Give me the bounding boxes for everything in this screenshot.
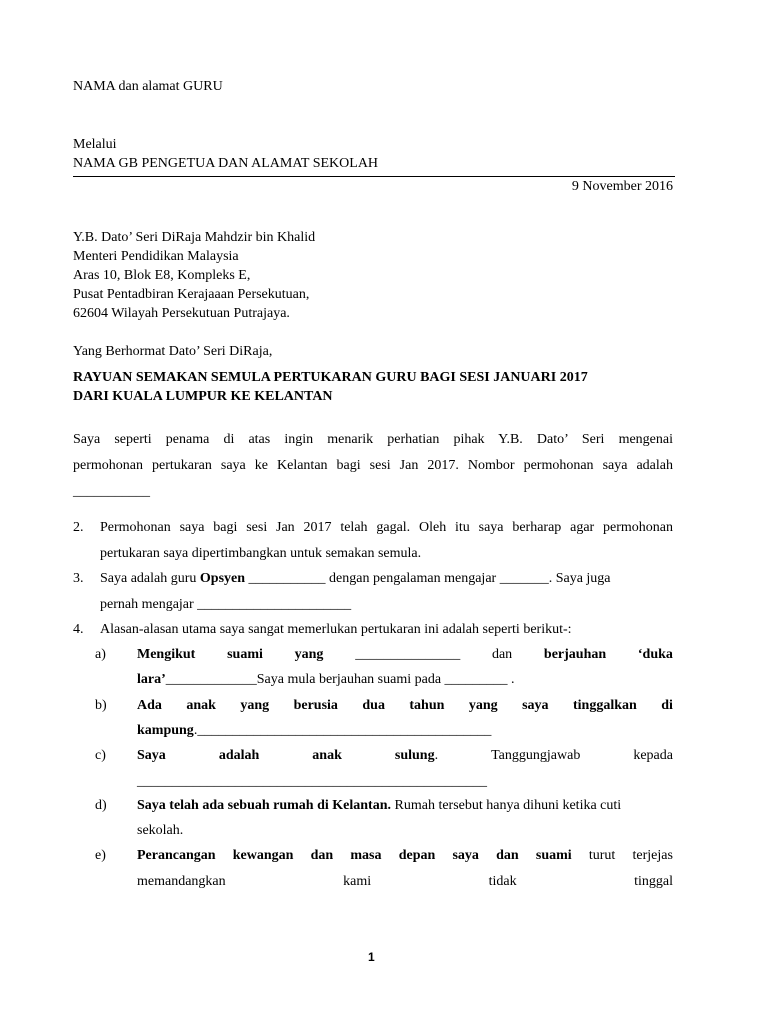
- sub-a-word: dan: [491, 647, 513, 662]
- page-number: 1: [368, 950, 375, 964]
- sub-b-line-2: [137, 722, 491, 740]
- sub-e-line-2: [137, 873, 673, 891]
- recipient-line: Aras 10, Blok E8, Kompleks E,: [73, 268, 251, 283]
- sub-e-word: turut: [588, 848, 616, 863]
- sub-a-label: a): [95, 647, 106, 662]
- sub-c-word: Saya: [137, 748, 166, 763]
- via-line: NAMA GB PENGETUA DAN ALAMAT SEKOLAH: [73, 156, 379, 171]
- salutation: Yang Berhormat Dato’ Seri DiRaja,: [73, 344, 273, 359]
- item-3-option: Opsyen: [199, 571, 246, 586]
- sub-a-word: yang: [294, 647, 324, 662]
- via-label: Melalui: [73, 137, 117, 152]
- sub-e-word: memandangkan: [137, 874, 226, 889]
- sub-c-word: [395, 747, 438, 765]
- recipient-line: 62604 Wilayah Persekutuan Putrajaya.: [73, 306, 290, 321]
- item-3-line-1: [100, 570, 611, 588]
- recipient-line: Y.B. Dato’ Seri DiRaja Mahdzir bin Khalid: [73, 230, 316, 245]
- sub-b-word: tahun: [409, 698, 445, 713]
- sub-b-word: dua: [362, 698, 385, 713]
- item-2-line-1: Permohonan saya bagi sesi Jan 2017 telah gagal. Oleh itu saya berharap agar permohonan: [100, 520, 673, 535]
- sub-a-word: Mengikut: [137, 647, 196, 662]
- subject-line-2: DARI KUALA LUMPUR KE KELANTAN: [73, 389, 333, 404]
- sub-a-word: suami: [227, 647, 263, 662]
- item-3-text: Saya adalah guru: [100, 571, 200, 586]
- header-divider: [73, 176, 675, 177]
- sub-b-word: di: [661, 698, 673, 713]
- sub-b-text: .__________________________________________: [193, 723, 492, 738]
- item-4-number: 4.: [73, 622, 84, 637]
- sub-a-word: ‘duka: [637, 647, 673, 662]
- item-3-text: ___________ dengan pengalaman mengajar _______. Saya juga: [245, 571, 611, 586]
- sub-e-word: kewangan: [232, 848, 294, 863]
- sub-d-label: d): [95, 798, 107, 813]
- item-4-line-1: Alasan-alasan utama saya sangat memerlukan pertukaran ini adalah seperti berikut-:: [100, 622, 572, 637]
- para1-line-1: Saya seperti penama di atas ingin menarik perhatian pihak Y.B. Dato’ Seri mengenai: [73, 432, 673, 447]
- sub-c-punct: .: [434, 748, 439, 763]
- sub-c-word: adalah: [218, 748, 260, 763]
- sub-d-bold: Saya telah ada sebuah rumah di Kelantan.: [137, 798, 391, 813]
- sub-e-label: e): [95, 848, 106, 863]
- sub-e-word: tinggal: [634, 874, 673, 889]
- para1-line-2: permohonan pertukaran saya ke Kelantan bagi sesi Jan 2017. Nombor permohonan saya adalah: [73, 458, 673, 473]
- sub-e-word: terjejas: [632, 848, 673, 863]
- sub-b-bold: kampung: [137, 723, 194, 738]
- sub-a-blank: _______________: [355, 647, 461, 662]
- sub-a-line-2: [137, 671, 515, 689]
- sub-a-word: berjauhan: [543, 647, 607, 662]
- para1-line-3: ___________: [73, 484, 150, 499]
- sub-d-line-1: [137, 797, 621, 815]
- sub-d-line-2: sekolah.: [137, 823, 184, 838]
- sub-e-word: saya: [452, 848, 479, 863]
- sub-e-word: suami: [535, 848, 572, 863]
- sub-e-word: dan: [496, 848, 519, 863]
- sub-b-word: yang: [468, 698, 498, 713]
- sub-a-line-1: [137, 646, 673, 664]
- item-2-line-2: pertukaran saya dipertimbangkan untuk semakan semula.: [100, 546, 422, 561]
- sub-c-word: anak: [312, 748, 342, 763]
- sub-b-word: tinggalkan: [572, 698, 637, 713]
- sub-e-word: kami: [343, 874, 372, 889]
- sub-b-word: yang: [240, 698, 270, 713]
- item-3-line-2: pernah mengajar ______________________: [100, 597, 352, 612]
- sub-b-label: b): [95, 698, 107, 713]
- sub-c-bold: sulung: [394, 748, 435, 763]
- sub-c-word: Tanggungjawab: [491, 748, 581, 763]
- item-3-number: 3.: [73, 571, 84, 586]
- sub-c-line-2: __________________________________________________: [137, 774, 487, 789]
- sub-e-word: dan: [310, 848, 334, 863]
- sub-b-line-1: [137, 697, 673, 715]
- sub-b-word: berusia: [293, 698, 338, 713]
- sub-c-word: kepada: [633, 748, 673, 763]
- sub-c-label: c): [95, 748, 106, 763]
- sub-d-text: Rumah tersebut hanya dihuni ketika cuti: [391, 798, 622, 813]
- sub-c-line-1: [137, 747, 673, 765]
- sub-b-word: anak: [186, 698, 216, 713]
- sub-e-word: tidak: [488, 874, 517, 889]
- sub-e-line-1: [137, 847, 673, 865]
- recipient-line: Pusat Pentadbiran Kerajaaan Persekutuan,: [73, 287, 310, 302]
- subject-line-1: RAYUAN SEMAKAN SEMULA PERTUKARAN GURU BAGI SESI JANUARI 2017: [73, 370, 588, 385]
- sub-e-word: depan: [398, 848, 436, 863]
- sub-e-word: masa: [350, 848, 382, 863]
- sub-e-word: Perancangan: [137, 848, 216, 863]
- item-2-number: 2.: [73, 520, 84, 535]
- recipient-line: Menteri Pendidikan Malaysia: [73, 249, 239, 264]
- sub-a-bold: lara’: [137, 672, 166, 687]
- sub-b-word: Ada: [137, 698, 162, 713]
- sub-b-word: saya: [522, 698, 549, 713]
- sender-line: NAMA dan alamat GURU: [73, 79, 223, 94]
- letter-date: 9 November 2016: [571, 179, 673, 194]
- sub-a-text: _____________Saya mula berjauhan suami pada _________ .: [165, 672, 515, 687]
